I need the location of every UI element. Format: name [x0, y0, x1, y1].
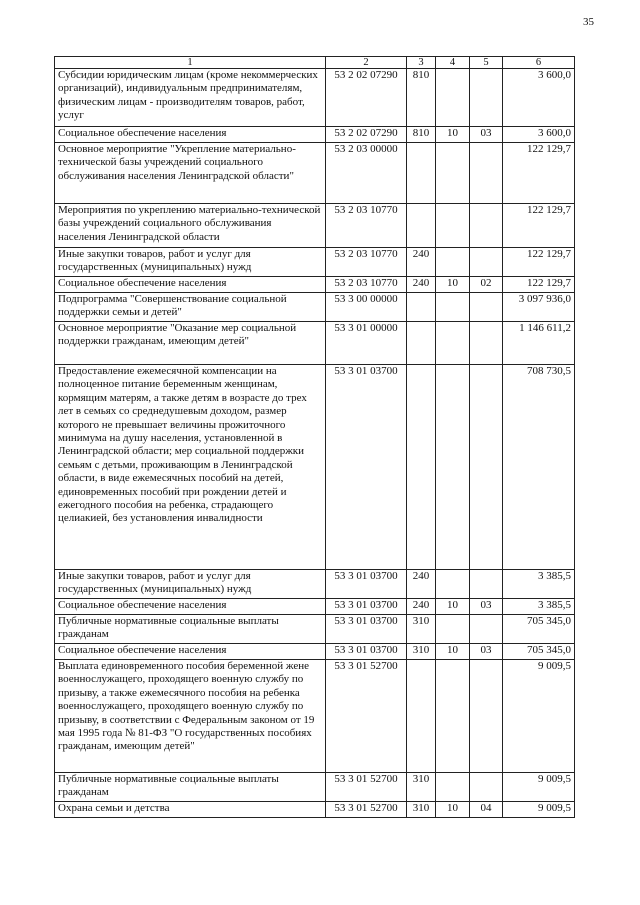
row-expense-type [407, 365, 436, 570]
row-subsection [470, 773, 503, 802]
row-expense-type: 810 [407, 127, 436, 143]
column-header: 2 [326, 57, 407, 69]
row-name: Мероприятия по укреплению материально-технической базы учреждений социального обслуживания населения Ленинградской области [55, 204, 326, 248]
row-section: 10 [436, 127, 470, 143]
row-amount: 3 600,0 [503, 127, 575, 143]
table-row [55, 802, 575, 818]
row-name: Иные закупки товаров, работ и услуг для государственных (муниципальных) нужд [55, 248, 326, 277]
table-row [55, 570, 575, 599]
row-target-code: 53 2 02 07290 [326, 127, 407, 143]
row-target-code: 53 3 01 52700 [326, 773, 407, 802]
table-row [55, 143, 575, 204]
table-row [55, 322, 575, 365]
row-section [436, 293, 470, 322]
row-section: 10 [436, 599, 470, 615]
row-expense-type [407, 204, 436, 248]
table-row [55, 277, 575, 293]
row-amount: 122 129,7 [503, 248, 575, 277]
table-row [55, 248, 575, 277]
row-subsection [470, 248, 503, 277]
row-expense-type: 310 [407, 644, 436, 660]
row-amount: 122 129,7 [503, 143, 575, 204]
budget-table-body [55, 57, 575, 818]
row-amount: 9 009,5 [503, 660, 575, 773]
row-amount: 3 097 936,0 [503, 293, 575, 322]
row-subsection [470, 322, 503, 365]
row-expense-type: 240 [407, 277, 436, 293]
table-row [55, 644, 575, 660]
row-subsection: 02 [470, 277, 503, 293]
row-section: 10 [436, 644, 470, 660]
row-section: 10 [436, 277, 470, 293]
row-section [436, 365, 470, 570]
row-target-code: 53 2 03 00000 [326, 143, 407, 204]
row-name: Предоставление ежемесячной компенсации на полноценное питание беременным женщинам, кормящим матерям, а также детям в возрасте до трех лет в семьях со среднедушевым доходом, размер которого не превышает величины прожиточного минимума на душу населения, установленной в Ленинградской области; мер социальной поддержки семьям с детьми, проживающим в Ленинградской области, в виде ежемесячных пособий на детей, единовременных пособий при рождении детей и ежегодного пособия на ребенка, страдающего целиакией, без установления инвалидности [55, 365, 326, 570]
row-name: Субсидии юридическим лицам (кроме некоммерческих организаций), индивидуальным предпринимателям, физическим лицам - производителям товаров, работ, услуг [55, 69, 326, 127]
row-expense-type: 310 [407, 615, 436, 644]
row-subsection [470, 143, 503, 204]
row-target-code: 53 2 02 07290 [326, 69, 407, 127]
row-expense-type [407, 143, 436, 204]
row-amount: 122 129,7 [503, 277, 575, 293]
row-subsection [470, 570, 503, 599]
row-subsection: 03 [470, 644, 503, 660]
column-header: 3 [407, 57, 436, 69]
column-header: 4 [436, 57, 470, 69]
row-subsection: 04 [470, 802, 503, 818]
table-row [55, 660, 575, 773]
row-amount: 9 009,5 [503, 802, 575, 818]
page-number: 35 [583, 16, 594, 28]
row-name: Публичные нормативные социальные выплаты гражданам [55, 773, 326, 802]
row-expense-type [407, 660, 436, 773]
row-amount: 705 345,0 [503, 644, 575, 660]
row-section [436, 615, 470, 644]
row-section [436, 660, 470, 773]
row-target-code: 53 2 03 10770 [326, 277, 407, 293]
column-header: 5 [470, 57, 503, 69]
row-target-code: 53 3 01 03700 [326, 599, 407, 615]
row-name: Социальное обеспечение населения [55, 599, 326, 615]
table-row [55, 773, 575, 802]
row-expense-type: 240 [407, 570, 436, 599]
row-name: Иные закупки товаров, работ и услуг для государственных (муниципальных) нужд [55, 570, 326, 599]
table-row [55, 615, 575, 644]
row-subsection [470, 293, 503, 322]
row-target-code: 53 3 01 03700 [326, 644, 407, 660]
row-subsection [470, 204, 503, 248]
row-section [436, 143, 470, 204]
table-header-row [55, 57, 575, 69]
table-row [55, 127, 575, 143]
row-section: 10 [436, 802, 470, 818]
row-expense-type: 810 [407, 69, 436, 127]
row-section [436, 570, 470, 599]
row-name: Основное мероприятие "Укрепление материально-технической базы учреждений социального обслуживания населения Ленинградской области" [55, 143, 326, 204]
table-row [55, 293, 575, 322]
row-expense-type: 240 [407, 248, 436, 277]
row-section [436, 69, 470, 127]
row-subsection: 03 [470, 127, 503, 143]
row-subsection [470, 615, 503, 644]
table-row [55, 69, 575, 127]
row-name: Подпрограмма "Совершенствование социальной поддержки семьи и детей" [55, 293, 326, 322]
row-amount: 3 385,5 [503, 599, 575, 615]
row-section [436, 322, 470, 365]
row-amount: 705 345,0 [503, 615, 575, 644]
row-section [436, 773, 470, 802]
row-target-code: 53 3 01 03700 [326, 570, 407, 599]
row-target-code: 53 3 01 03700 [326, 365, 407, 570]
table-row [55, 365, 575, 570]
row-amount: 708 730,5 [503, 365, 575, 570]
row-amount: 122 129,7 [503, 204, 575, 248]
table-row [55, 599, 575, 615]
budget-table [54, 56, 575, 818]
row-expense-type [407, 293, 436, 322]
row-section [436, 204, 470, 248]
row-expense-type [407, 322, 436, 365]
row-target-code: 53 3 01 03700 [326, 615, 407, 644]
row-name: Публичные нормативные социальные выплаты гражданам [55, 615, 326, 644]
row-amount: 3 385,5 [503, 570, 575, 599]
row-name: Охрана семьи и детства [55, 802, 326, 818]
row-expense-type: 240 [407, 599, 436, 615]
table-row [55, 204, 575, 248]
row-expense-type: 310 [407, 802, 436, 818]
row-target-code: 53 3 00 00000 [326, 293, 407, 322]
row-target-code: 53 2 03 10770 [326, 248, 407, 277]
row-amount: 9 009,5 [503, 773, 575, 802]
row-subsection [470, 69, 503, 127]
row-name: Социальное обеспечение населения [55, 127, 326, 143]
row-subsection [470, 365, 503, 570]
column-header: 6 [503, 57, 575, 69]
row-target-code: 53 3 01 52700 [326, 802, 407, 818]
row-subsection [470, 660, 503, 773]
column-header: 1 [55, 57, 326, 69]
row-target-code: 53 3 01 00000 [326, 322, 407, 365]
row-expense-type: 310 [407, 773, 436, 802]
row-target-code: 53 3 01 52700 [326, 660, 407, 773]
row-name: Выплата единовременного пособия беременной жене военнослужащего, проходящего военную службу по призыву, а также ежемесячного пособия на ребенка военнослужащего, проходящего военную службу по призыву, в соответствии с Федеральным законом от 19 мая 1995 года № 81-ФЗ "О государственных пособиях гражданам, имеющим детей" [55, 660, 326, 773]
row-name: Социальное обеспечение населения [55, 277, 326, 293]
row-amount: 3 600,0 [503, 69, 575, 127]
row-name: Основное мероприятие "Оказание мер социальной поддержки гражданам, имеющим детей" [55, 322, 326, 365]
row-target-code: 53 2 03 10770 [326, 204, 407, 248]
row-section [436, 248, 470, 277]
row-subsection: 03 [470, 599, 503, 615]
row-name: Социальное обеспечение населения [55, 644, 326, 660]
row-amount: 1 146 611,2 [503, 322, 575, 365]
